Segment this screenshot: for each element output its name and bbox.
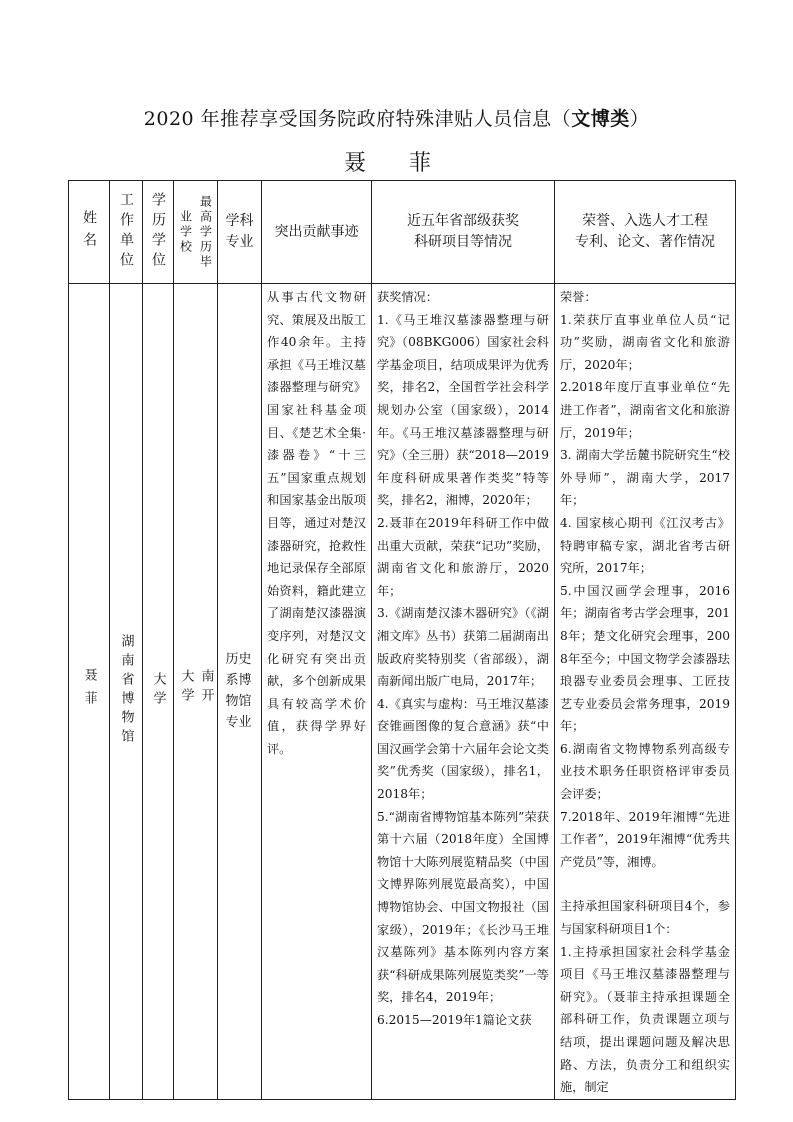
title-prefix: 2020 年推荐享受国务院政府特殊津贴人员信息（ <box>143 108 572 130</box>
header-major-cell <box>218 181 262 284</box>
header-honors-line2: 专利、论文、著作情况 <box>575 234 715 250</box>
list-item: 6.湖南省文物博物系列高级专业技术职务任职资格评审委员会评委； <box>560 741 730 802</box>
table-row <box>69 284 736 1100</box>
honors-heading: 荣誉： <box>560 290 597 304</box>
header-education: 学历学位 <box>150 192 166 272</box>
list-item: 1.主持承担国家社会科学基金项目《马王堆汉墓漆器整理与研究》。（聂菲主持承担课题全部科研工作，负责课题立项与结项，提出课题问题及解决思路、方法，负责分工和组织实施，制定 <box>560 944 730 1095</box>
list-item: 5.中国汉画学会理事，2016年；湖南省考古学会理事，2018年；楚文化研究会理事，2008年至今；中国文物学会漆器珐琅器专业委员会理事、工匠技艺专业委员会常务理事，2019年； <box>560 583 730 734</box>
header-contributions: 突出贡献事迹 <box>274 224 359 240</box>
header-awards-cell <box>372 181 555 284</box>
cell-honors <box>555 284 736 1100</box>
header-work-unit: 工作单位 <box>118 192 134 272</box>
header-name: 姓名 <box>81 210 97 254</box>
contributions-text: 从事古代文物研究、策展及出版工作40余年。主持承担《马王堆汉墓漆器整理与研究》国家社科基金项目、《楚艺术全集·漆器卷》“十三五”国家重点规划和国家基金出版项目等，通过对楚汉漆器研究，抢救性地记录保存全部原始资料，籍此建立了湖南楚汉漆器演变序列，对楚汉文化研究有突出贡献，多个创新成果具有较高学术价值，获得学界好评。 <box>267 290 366 756</box>
header-work-unit-cell <box>110 181 143 284</box>
list-item: 4.《真实与虚构：马王堆汉墓漆奁锥画图像的复合意涵》获“中国汉画学会第十六届年会论文类奖”优秀奖（国家级），排名1，2018年； <box>377 696 549 802</box>
header-name-cell <box>69 181 110 284</box>
list-item: 2.聂菲在2019年科研工作中做出重大贡献，荣获“记功”奖励，湖南省文化和旅游厅，2020年； <box>377 515 549 598</box>
list-item: 7.2018年、2019年湘博“先进工作者”，2019年湘博“优秀共产党员”等，湘博。 <box>560 809 730 869</box>
list-item: 2.2018年度厅直事业单位“先进工作者”，湖南省文化和旅游厅，2019年； <box>560 380 730 440</box>
education: 大学 <box>150 672 166 711</box>
major: 历史系博物馆专业 <box>225 652 252 731</box>
awards-list <box>372 284 554 1032</box>
work-unit: 湖南省博物馆 <box>118 634 134 749</box>
header-honors-line1: 荣誉、入选人才工程 <box>582 213 708 229</box>
cell-work-unit <box>110 284 143 1100</box>
header-honors-cell <box>555 181 736 284</box>
list-item: 3.《湖南楚汉漆木器研究》（《湖湘文库》丛书）获第二届湖南出版政府奖特别奖（省部级），湖南新闻出版广电局，2017年； <box>377 606 549 689</box>
person-name: 聂菲 <box>81 668 97 715</box>
document-title <box>0 104 793 131</box>
list-item: 1.荣获厅直事业单位人员“记功”奖励，湖南省文化和旅游厅，2020年； <box>560 312 730 372</box>
person-name-heading: 聂 菲 <box>344 151 449 176</box>
awards-heading: 获奖情况： <box>377 290 438 304</box>
cell-awards <box>372 284 555 1100</box>
cell-major <box>218 284 262 1100</box>
list-item: 6.2015—2019年1篇论文获 <box>377 1013 532 1027</box>
header-school-cell <box>174 181 218 284</box>
list-item: 3. 湖南大学岳麓书院研究生“校外导师”，湖南大学，2017年； <box>560 448 730 508</box>
header-awards-line2: 科研项目等情况 <box>414 234 512 250</box>
header-education-cell <box>143 181 174 284</box>
info-table <box>68 180 736 1100</box>
title-category: 文博类 <box>571 108 630 130</box>
list-item: 4. 国家核心期刊《江汉考古》特聘审稿专家，湖北省考古研究所，2017年； <box>560 515 730 576</box>
school: 南开大学 <box>178 669 214 708</box>
cell-name <box>69 284 110 1100</box>
cell-education <box>143 284 174 1100</box>
header-major: 学科专业 <box>225 213 254 250</box>
header-contributions-cell <box>262 181 372 284</box>
header-awards-line1: 近五年省部级获奖 <box>407 213 519 229</box>
header-school: 最高学历毕业学校 <box>178 194 213 270</box>
list-item: 5.“湖南省博物馆基本陈列”荣获第十六届（2018年度）全国博物馆十大陈列展览精品奖（中国文博界陈列展览最高奖），中国博物馆协会、中国文物报社（国家级），2019年；《长沙马王堆汉墓陈列》基本陈列内容方案获“科研成果陈列展览类奖”一等奖，排名4，2019年； <box>377 809 549 1005</box>
honors-list <box>555 284 735 1099</box>
projects-intro: 主持承担国家科研项目4个，参与国家科研项目1个： <box>560 899 730 937</box>
list-item: 1.《马王堆汉墓漆器整理与研究》（08BKG006）国家社会科学基金项目，结项成果评为优秀奖，排名2，全国哲学社会科学规划办公室（国家级），2014年。《马王堆汉墓漆器整理与研究》（全三册）获“2018—2019年度科研成果著作类奖”特等奖，排名2，湘博，2020年； <box>377 312 549 508</box>
cell-contributions <box>262 284 372 1100</box>
cell-school <box>174 284 218 1100</box>
title-suffix: ） <box>629 108 650 130</box>
table-header-row <box>69 181 736 284</box>
